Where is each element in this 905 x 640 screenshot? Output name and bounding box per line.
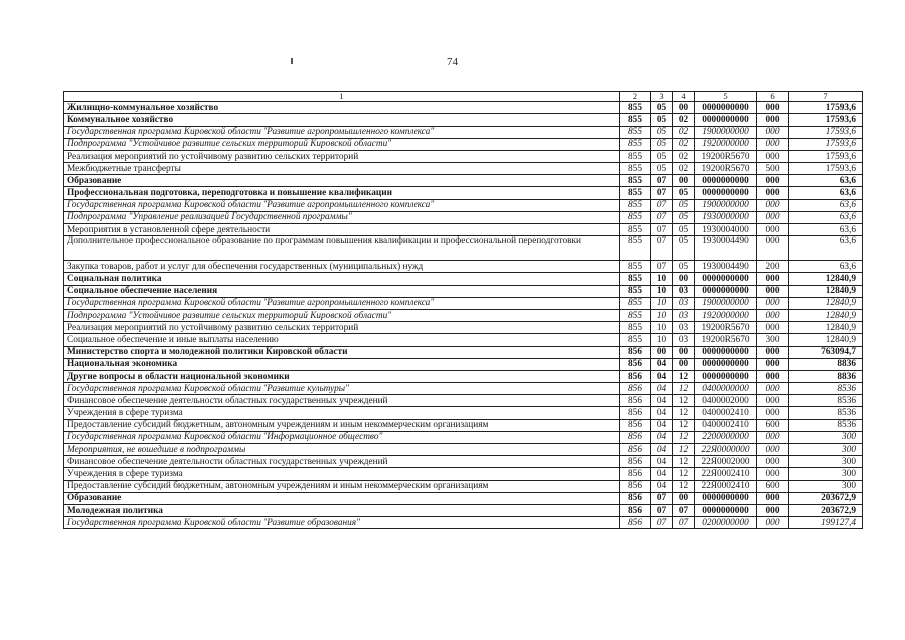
section-code-cell: 04 [651, 370, 673, 382]
section-code-cell: 10 [651, 322, 673, 334]
amount-cell: 63,6 [789, 175, 863, 187]
subsection-code-cell: 03 [673, 334, 695, 346]
section-code-cell: 04 [651, 395, 673, 407]
amount-cell: 300 [789, 480, 863, 492]
table-row [64, 236, 863, 261]
expense-type-cell: 000 [757, 297, 789, 309]
table-row [64, 309, 863, 321]
table-row [64, 468, 863, 480]
subsection-code-cell: 00 [673, 102, 695, 114]
section-code-cell: 05 [651, 163, 673, 175]
ministry-code-cell: 856 [620, 504, 651, 516]
target-item-code-cell: 19200R5670 [695, 163, 757, 175]
section-code-cell: 04 [651, 468, 673, 480]
ministry-code-cell: 855 [620, 322, 651, 334]
target-item-code-cell: 1930000000 [695, 211, 757, 223]
amount-cell: 199127,4 [789, 517, 863, 529]
expense-type-cell: 500 [757, 163, 789, 175]
row-name-cell: Предоставление субсидий бюджетным, автономным учреждениям и иным некоммерческим организациям [64, 419, 620, 431]
subsection-code-cell: 05 [673, 224, 695, 236]
row-name-cell: Дополнительное профессиональное образование по программам повышения квалификации и профессиональной переподготовки [64, 236, 620, 261]
target-item-code-cell: 1900000000 [695, 199, 757, 211]
ministry-code-cell: 856 [620, 517, 651, 529]
ministry-code-cell: 856 [620, 431, 651, 443]
column-header: 7 [789, 92, 863, 102]
row-name-cell: Межбюджетные трансферты [64, 163, 620, 175]
row-name-cell: Министерство спорта и молодежной политики Кировской области [64, 346, 620, 358]
page-number: 74 [447, 56, 458, 68]
target-item-code-cell: 22Я0002410 [695, 468, 757, 480]
target-item-code-cell: 0000000000 [695, 358, 757, 370]
target-item-code-cell: 0400002000 [695, 395, 757, 407]
target-item-code-cell: 19200R5670 [695, 322, 757, 334]
amount-cell: 63,6 [789, 261, 863, 273]
expense-type-cell: 000 [757, 370, 789, 382]
target-item-code-cell: 0000000000 [695, 504, 757, 516]
row-name-cell: Государственная программа Кировской области "Информационное общество" [64, 431, 620, 443]
target-item-code-cell: 1900000000 [695, 297, 757, 309]
row-name-cell: Государственная программа Кировской области "Развитие агропромышленного комплекса" [64, 297, 620, 309]
subsection-code-cell: 05 [673, 211, 695, 223]
target-item-code-cell: 0000000000 [695, 114, 757, 126]
row-name-cell: Молодежная политика [64, 504, 620, 516]
ministry-code-cell: 855 [620, 187, 651, 199]
row-name-cell: Образование [64, 492, 620, 504]
amount-cell: 12840,9 [789, 297, 863, 309]
amount-cell: 300 [789, 431, 863, 443]
subsection-code-cell: 02 [673, 138, 695, 150]
section-code-cell: 10 [651, 273, 673, 285]
ministry-code-cell: 855 [620, 297, 651, 309]
subsection-code-cell: 00 [673, 175, 695, 187]
row-name-cell: Учреждения в сфере туризма [64, 468, 620, 480]
expense-type-cell: 000 [757, 102, 789, 114]
section-code-cell: 07 [651, 261, 673, 273]
row-name-cell: Государственная программа Кировской области "Развитие культуры" [64, 383, 620, 395]
target-item-code-cell: 0000000000 [695, 370, 757, 382]
amount-cell: 12840,9 [789, 322, 863, 334]
expense-type-cell: 600 [757, 419, 789, 431]
amount-cell: 63,6 [789, 224, 863, 236]
header-row [64, 92, 863, 102]
expense-type-cell: 300 [757, 334, 789, 346]
target-item-code-cell: 22Я0002410 [695, 480, 757, 492]
target-item-code-cell: 0000000000 [695, 175, 757, 187]
table-row [64, 334, 863, 346]
target-item-code-cell: 0400002410 [695, 419, 757, 431]
expense-type-cell: 000 [757, 322, 789, 334]
table-row [64, 358, 863, 370]
section-code-cell: 07 [651, 187, 673, 199]
expense-type-cell: 000 [757, 285, 789, 297]
subsection-code-cell: 05 [673, 187, 695, 199]
budget-table [63, 91, 863, 529]
expense-type-cell: 000 [757, 175, 789, 187]
row-name-cell: Реализация мероприятий по устойчивому развитию сельских территорий [64, 322, 620, 334]
section-code-cell: 07 [651, 236, 673, 261]
section-code-cell: 10 [651, 285, 673, 297]
amount-cell: 300 [789, 444, 863, 456]
amount-cell: 12840,9 [789, 309, 863, 321]
subsection-code-cell: 12 [673, 383, 695, 395]
section-code-cell: 04 [651, 456, 673, 468]
target-item-code-cell: 0000000000 [695, 187, 757, 199]
amount-cell: 12840,9 [789, 334, 863, 346]
expense-type-cell: 000 [757, 517, 789, 529]
column-header: 2 [620, 92, 651, 102]
row-name-cell: Социальное обеспечение и иные выплаты населению [64, 334, 620, 346]
column-header: 4 [673, 92, 695, 102]
expense-type-cell: 000 [757, 224, 789, 236]
ministry-code-cell: 855 [620, 273, 651, 285]
amount-cell: 17593,6 [789, 126, 863, 138]
row-name-cell: Социальная политика [64, 273, 620, 285]
expense-type-cell: 000 [757, 444, 789, 456]
subsection-code-cell: 12 [673, 444, 695, 456]
expense-type-cell: 000 [757, 383, 789, 395]
amount-cell: 8536 [789, 383, 863, 395]
row-name-cell: Образование [64, 175, 620, 187]
ministry-code-cell: 856 [620, 383, 651, 395]
section-code-cell: 04 [651, 358, 673, 370]
target-item-code-cell: 22Я0000000 [695, 444, 757, 456]
ministry-code-cell: 856 [620, 346, 651, 358]
expense-type-cell: 000 [757, 346, 789, 358]
ministry-code-cell: 856 [620, 419, 651, 431]
table-row [64, 419, 863, 431]
subsection-code-cell: 07 [673, 517, 695, 529]
subsection-code-cell: 05 [673, 261, 695, 273]
section-code-cell: 04 [651, 480, 673, 492]
table-row [64, 138, 863, 150]
amount-cell: 17593,6 [789, 150, 863, 162]
expense-type-cell: 000 [757, 126, 789, 138]
expense-type-cell: 000 [757, 138, 789, 150]
column-header: 1 [64, 92, 620, 102]
expense-type-cell: 000 [757, 504, 789, 516]
expense-type-cell: 000 [757, 199, 789, 211]
ministry-code-cell: 856 [620, 492, 651, 504]
table-row [64, 407, 863, 419]
expense-type-cell: 200 [757, 261, 789, 273]
amount-cell: 63,6 [789, 199, 863, 211]
amount-cell: 12840,9 [789, 273, 863, 285]
target-item-code-cell: 1920000000 [695, 138, 757, 150]
section-code-cell: 10 [651, 297, 673, 309]
table-row [64, 456, 863, 468]
subsection-code-cell: 12 [673, 431, 695, 443]
table-row [64, 370, 863, 382]
section-code-cell: 07 [651, 492, 673, 504]
section-code-cell: 05 [651, 102, 673, 114]
target-item-code-cell: 1920000000 [695, 309, 757, 321]
subsection-code-cell: 00 [673, 273, 695, 285]
row-name-cell: Мероприятия в установленной сфере деятельности [64, 224, 620, 236]
table-row [64, 395, 863, 407]
section-code-cell: 07 [651, 517, 673, 529]
target-item-code-cell: 0000000000 [695, 273, 757, 285]
row-name-cell: Финансовое обеспечение деятельности областных государственных учреждений [64, 395, 620, 407]
subsection-code-cell: 12 [673, 468, 695, 480]
expense-type-cell: 000 [757, 236, 789, 261]
expense-type-cell: 000 [757, 211, 789, 223]
ministry-code-cell: 855 [620, 224, 651, 236]
row-name-cell: Реализация мероприятий по устойчивому развитию сельских территорий [64, 150, 620, 162]
amount-cell: 763094,7 [789, 346, 863, 358]
table-row [64, 199, 863, 211]
ministry-code-cell: 855 [620, 285, 651, 297]
column-header: 5 [695, 92, 757, 102]
expense-type-cell: 000 [757, 407, 789, 419]
subsection-code-cell: 03 [673, 285, 695, 297]
expense-type-cell: 000 [757, 395, 789, 407]
table-row [64, 126, 863, 138]
subsection-code-cell: 12 [673, 370, 695, 382]
section-code-cell: 05 [651, 126, 673, 138]
target-item-code-cell: 1930004490 [695, 261, 757, 273]
ministry-code-cell: 856 [620, 395, 651, 407]
target-item-code-cell: 0000000000 [695, 492, 757, 504]
ministry-code-cell: 855 [620, 309, 651, 321]
expense-type-cell: 000 [757, 187, 789, 199]
ministry-code-cell: 855 [620, 138, 651, 150]
ministry-code-cell: 856 [620, 468, 651, 480]
ministry-code-cell: 855 [620, 114, 651, 126]
subsection-code-cell: 12 [673, 395, 695, 407]
target-item-code-cell: 0400000000 [695, 383, 757, 395]
table-row [64, 297, 863, 309]
table-row [64, 175, 863, 187]
row-name-cell: Государственная программа Кировской области "Развитие агропромышленного комплекса" [64, 126, 620, 138]
section-code-cell: 07 [651, 211, 673, 223]
subsection-code-cell: 02 [673, 150, 695, 162]
ministry-code-cell: 855 [620, 334, 651, 346]
table-row [64, 517, 863, 529]
table-body [64, 92, 863, 529]
subsection-code-cell: 12 [673, 407, 695, 419]
table-row [64, 322, 863, 334]
section-code-cell: 04 [651, 431, 673, 443]
amount-cell: 17593,6 [789, 114, 863, 126]
ministry-code-cell: 856 [620, 370, 651, 382]
ministry-code-cell: 856 [620, 407, 651, 419]
section-code-cell: 05 [651, 114, 673, 126]
table-row [64, 187, 863, 199]
section-code-cell: 07 [651, 504, 673, 516]
table-row [64, 492, 863, 504]
amount-cell: 300 [789, 456, 863, 468]
target-item-code-cell: 2200000000 [695, 431, 757, 443]
row-name-cell: Подпрограмма "Устойчивое развитие сельских территорий Кировской области" [64, 138, 620, 150]
row-name-cell: Подпрограмма "Устойчивое развитие сельских территорий Кировской области" [64, 309, 620, 321]
expense-type-cell: 000 [757, 273, 789, 285]
section-code-cell: 07 [651, 175, 673, 187]
amount-cell: 17593,6 [789, 102, 863, 114]
target-item-code-cell: 19200R5670 [695, 334, 757, 346]
table-row [64, 273, 863, 285]
table-row [64, 114, 863, 126]
column-header: 6 [757, 92, 789, 102]
target-item-code-cell: 1930004000 [695, 224, 757, 236]
row-name-cell: Жилищно-коммунальное хозяйство [64, 102, 620, 114]
expense-type-cell: 000 [757, 358, 789, 370]
subsection-code-cell: 03 [673, 309, 695, 321]
section-code-cell: 05 [651, 138, 673, 150]
amount-cell: 12840,9 [789, 285, 863, 297]
ministry-code-cell: 856 [620, 444, 651, 456]
subsection-code-cell: 00 [673, 346, 695, 358]
target-item-code-cell: 0200000000 [695, 517, 757, 529]
subsection-code-cell: 02 [673, 163, 695, 175]
section-code-cell: 10 [651, 309, 673, 321]
expense-type-cell: 000 [757, 114, 789, 126]
target-item-code-cell: 1900000000 [695, 126, 757, 138]
expense-type-cell: 600 [757, 480, 789, 492]
amount-cell: 203672,9 [789, 492, 863, 504]
amount-cell: 17593,6 [789, 138, 863, 150]
row-name-cell: Закупка товаров, работ и услуг для обеспечения государственных (муниципальных) нужд [64, 261, 620, 273]
expense-type-cell: 000 [757, 431, 789, 443]
target-item-code-cell: 0000000000 [695, 346, 757, 358]
amount-cell: 8836 [789, 370, 863, 382]
amount-cell: 203672,9 [789, 504, 863, 516]
row-name-cell: Другие вопросы в области национальной экономики [64, 370, 620, 382]
amount-cell: 8536 [789, 395, 863, 407]
amount-cell: 8836 [789, 358, 863, 370]
ministry-code-cell: 856 [620, 456, 651, 468]
row-name-cell: Государственная программа Кировской области "Развитие образования" [64, 517, 620, 529]
table-row [64, 261, 863, 273]
ministry-code-cell: 855 [620, 236, 651, 261]
section-code-cell: 10 [651, 334, 673, 346]
subsection-code-cell: 02 [673, 114, 695, 126]
subsection-code-cell: 00 [673, 492, 695, 504]
target-item-code-cell: 22Я0002000 [695, 456, 757, 468]
amount-cell: 8536 [789, 407, 863, 419]
table-row [64, 224, 863, 236]
row-name-cell: Государственная программа Кировской области "Развитие агропромышленного комплекса" [64, 199, 620, 211]
table-row [64, 346, 863, 358]
ministry-code-cell: 855 [620, 102, 651, 114]
expense-type-cell: 000 [757, 492, 789, 504]
amount-cell: 63,6 [789, 187, 863, 199]
table-row [64, 163, 863, 175]
subsection-code-cell: 05 [673, 236, 695, 261]
ministry-code-cell: 855 [620, 199, 651, 211]
scan-speck [291, 58, 293, 64]
amount-cell: 17593,6 [789, 163, 863, 175]
subsection-code-cell: 03 [673, 297, 695, 309]
subsection-code-cell: 12 [673, 456, 695, 468]
section-code-cell: 04 [651, 383, 673, 395]
row-name-cell: Национальная экономика [64, 358, 620, 370]
ministry-code-cell: 855 [620, 261, 651, 273]
ministry-code-cell: 856 [620, 480, 651, 492]
section-code-cell: 04 [651, 407, 673, 419]
subsection-code-cell: 12 [673, 480, 695, 492]
target-item-code-cell: 19200R5670 [695, 150, 757, 162]
ministry-code-cell: 855 [620, 150, 651, 162]
row-name-cell: Мероприятия, не вошедшие в подпрограммы [64, 444, 620, 456]
expense-type-cell: 000 [757, 309, 789, 321]
ministry-code-cell: 855 [620, 211, 651, 223]
amount-cell: 63,6 [789, 211, 863, 223]
table-row [64, 285, 863, 297]
row-name-cell: Профессиональная подготовка, переподготовка и повышение квалификации [64, 187, 620, 199]
row-name-cell: Предоставление субсидий бюджетным, автономным учреждениям и иным некоммерческим организациям [64, 480, 620, 492]
target-item-code-cell: 0000000000 [695, 102, 757, 114]
table-row [64, 480, 863, 492]
expense-type-cell: 000 [757, 150, 789, 162]
ministry-code-cell: 855 [620, 175, 651, 187]
row-name-cell: Социальное обеспечение населения [64, 285, 620, 297]
subsection-code-cell: 12 [673, 419, 695, 431]
table-row [64, 431, 863, 443]
ministry-code-cell: 855 [620, 163, 651, 175]
section-code-cell: 07 [651, 199, 673, 211]
ministry-code-cell: 855 [620, 126, 651, 138]
table-row [64, 102, 863, 114]
subsection-code-cell: 05 [673, 199, 695, 211]
target-item-code-cell: 0400002410 [695, 407, 757, 419]
target-item-code-cell: 0000000000 [695, 285, 757, 297]
amount-cell: 63,6 [789, 236, 863, 261]
amount-cell: 8536 [789, 419, 863, 431]
section-code-cell: 07 [651, 224, 673, 236]
target-item-code-cell: 1930004490 [695, 236, 757, 261]
row-name-cell: Подпрограмма "Управление реализацией Государственной программы" [64, 211, 620, 223]
section-code-cell: 05 [651, 150, 673, 162]
expense-type-cell: 000 [757, 468, 789, 480]
subsection-code-cell: 02 [673, 126, 695, 138]
row-name-cell: Учреждения в сфере туризма [64, 407, 620, 419]
row-name-cell: Финансовое обеспечение деятельности областных государственных учреждений [64, 456, 620, 468]
ministry-code-cell: 856 [620, 358, 651, 370]
table-row [64, 150, 863, 162]
subsection-code-cell: 00 [673, 358, 695, 370]
section-code-cell: 04 [651, 419, 673, 431]
subsection-code-cell: 07 [673, 504, 695, 516]
subsection-code-cell: 03 [673, 322, 695, 334]
amount-cell: 300 [789, 468, 863, 480]
table-row [64, 504, 863, 516]
table-row [64, 211, 863, 223]
row-name-cell: Коммунальное хозяйство [64, 114, 620, 126]
table-row [64, 383, 863, 395]
column-header: 3 [651, 92, 673, 102]
expense-type-cell: 000 [757, 456, 789, 468]
section-code-cell: 00 [651, 346, 673, 358]
section-code-cell: 04 [651, 444, 673, 456]
table-row [64, 444, 863, 456]
